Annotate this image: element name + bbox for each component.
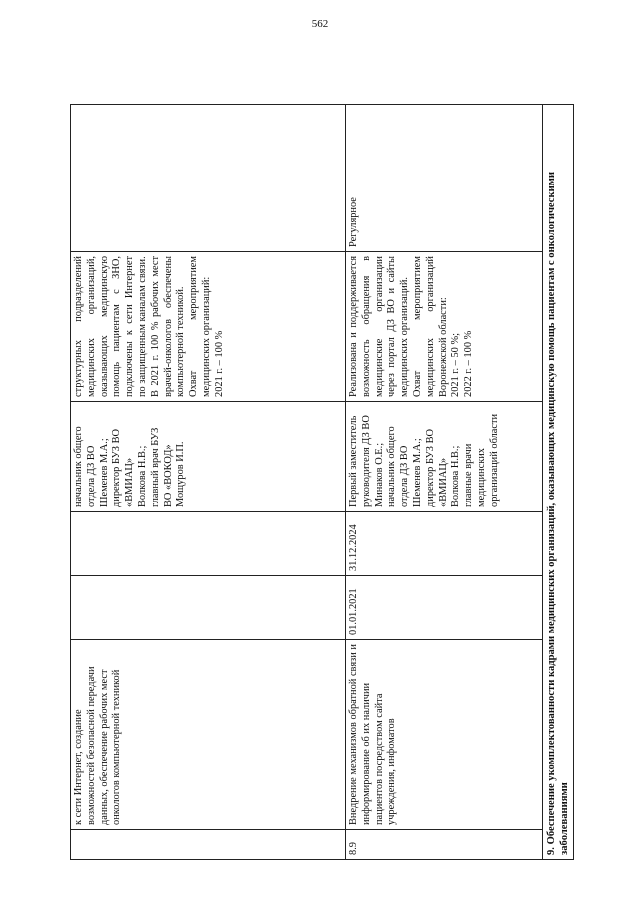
section-heading: 9. Обеспечение укомплектованности кадрами медицинских организаций, оказывающих медицинскую помощь пациентам с онкологическими заболеваниями [543,105,574,860]
result-cell: Реализована и поддерживается возможность обращения в медицинские организации через портал ДЗ ВО и сайты медицинских организаций. Охват мероприятием медицинских организаций Воронежской области: 2021 г. – 50 %; 2022 г. – 100 % [346,252,543,402]
plan-table-container [70,105,590,860]
activity-cell: Внедрение механизмов обратной связи и информирование об их наличии пациентов посредством сайта учреждения, инфоматов [346,640,543,830]
row-number-cell [71,830,346,860]
result-cell: структурных подразделений медицинских организаций, оказывающих медицинскую помощь пациентам с ЗНО, подключены к сети Интернет по защищенным каналам связи. В 2021 г. 100 % рабочих мест врачей-онкологов обеспечены компьютерной техникой. Охват мероприятием медицинских организаций: 2021 г. – 100 % [71,252,346,402]
page-number: 562 [311,18,329,30]
responsible-cell: Первый заместитель руководителя ДЗ ВО Минаков О.Е.; начальник общего отдела ДЗ ВО Шеменев М.А.; директор БУЗ ВО «ВМИАЦ» Волкова Н.В.; главные врачи медицинских организаций области [346,402,543,512]
frequency-cell: Регулярное [346,105,543,252]
frequency-cell [71,105,346,252]
plan-table [70,104,574,860]
table-row [71,105,346,860]
end-date-cell [71,512,346,576]
row-number-cell: 8.9 [346,830,543,860]
end-date-cell: 31.12.2024 [346,512,543,576]
start-date-cell [71,576,346,640]
section-heading-row [543,105,574,860]
table-row [346,105,543,860]
activity-cell: к сети Интернет, создание возможностей безопасной передачи данных, обеспечение рабочих мест онкологов компьютерной техникой [71,640,346,830]
responsible-cell: начальник общего отдела ДЗ ВО Шеменев М.А.; директор БУЗ ВО «ВМИАЦ» Волкова Н.В.; главный врач БУЗ ВО «ВОКОД» Мощуров И.П. [71,402,346,512]
start-date-cell: 01.01.2021 [346,576,543,640]
